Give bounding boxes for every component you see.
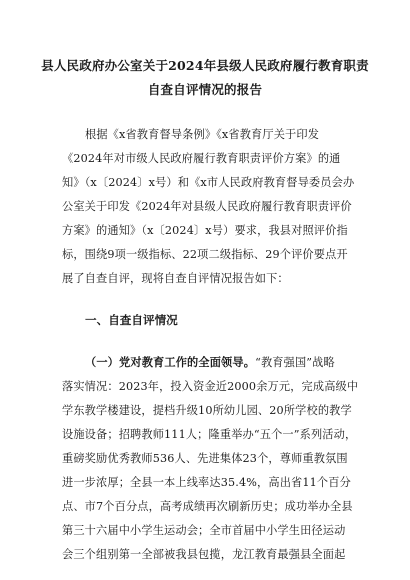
intro-line: 知》（x〔2024〕x号）和《x市人民政府教育督导委员会办 bbox=[62, 176, 355, 189]
body-line: 点、市7个百分点，高考成绩再次刷新历史；成功举办全县 bbox=[62, 500, 353, 513]
intro-line: 公室关于印发《2024年对县级人民政府履行教育职责评价 bbox=[62, 200, 352, 213]
body-line: 落实情况：2023年，投入资金近2000余万元，完成高级中 bbox=[62, 380, 359, 393]
body-line: 学东教学楼建设，提档升级10所幼儿园、20所学校的教学 bbox=[62, 404, 352, 417]
intro-line: 方案》的通知》（x〔2024〕x号）要求，我县对照评价指 bbox=[62, 224, 348, 237]
body-line: 设施设备；招聘教师111人；隆重举办“五个一”系列活动， bbox=[62, 428, 357, 441]
body-line: 第三十六届中小学生运动会；全市首届中小学生田径运动 bbox=[62, 524, 346, 537]
document-title-line1: 县人民政府办公室关于2024年县级人民政府履行教育职责 bbox=[41, 58, 369, 73]
subsection-line bbox=[85, 354, 335, 370]
document-title-line2: 自查自评情况的报告 bbox=[147, 82, 263, 97]
body-line: 重磅奖励优秀教师536人、先进集体23个，尊师重教氛围 bbox=[62, 452, 348, 465]
intro-line: 标，围绕9项一级指标、22项二级指标、29个评价要点开 bbox=[62, 248, 348, 261]
intro-line: 《2024年对市级人民政府履行教育职责评价方案》的通 bbox=[62, 152, 341, 165]
body-line: 会三个组别第一全部被我县包揽，龙江教育最强县全面起 bbox=[62, 548, 346, 561]
intro-line: 展了自查自评，现将自查自评情况报告如下： bbox=[62, 272, 289, 285]
subsection-label: （一）党对教育工作的全面领导。 bbox=[85, 355, 256, 369]
body-line: 进一步浓厚；全县一本上线率达35.4%，高出省11个百分 bbox=[62, 476, 351, 489]
intro-line: 根据《x省教育督导条例》《x省教育厅关于印发 bbox=[85, 128, 320, 141]
subsection-text: “教育强国”战略 bbox=[255, 356, 335, 369]
section-heading: 一、自查自评情况 bbox=[85, 313, 178, 327]
